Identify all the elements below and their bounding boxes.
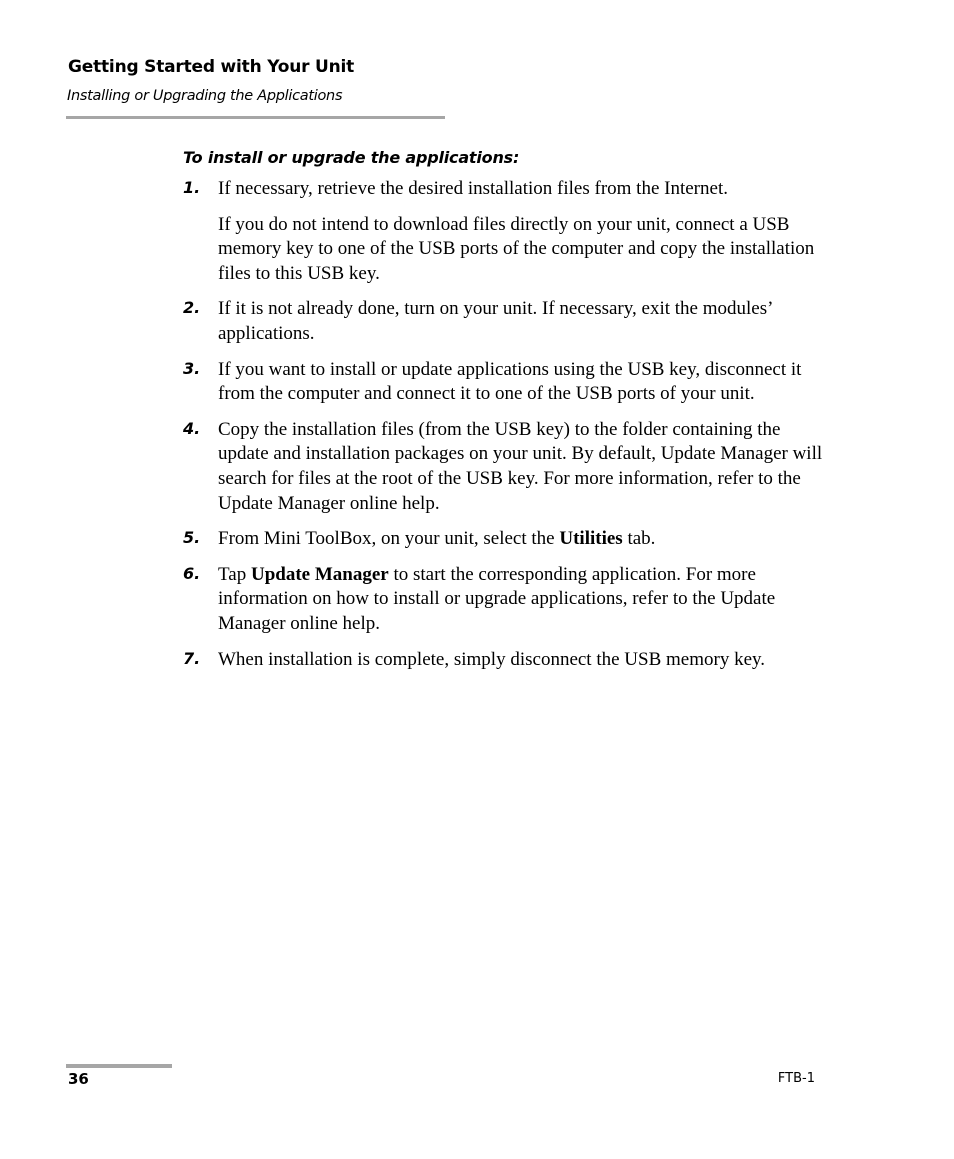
step-number: 7.	[183, 648, 201, 668]
procedure-steps	[183, 177, 823, 683]
chapter-title: Getting Started with Your Unit	[68, 57, 355, 77]
step-text	[218, 563, 823, 637]
step-1	[183, 177, 823, 286]
step-note: If you do not intend to download files directly on your unit, connect a USB memory key to one of the USB ports of the computer and copy the installation files to this USB key.	[218, 213, 815, 284]
step-6	[183, 563, 823, 637]
update-manager-name: Update Manager	[250, 563, 389, 585]
step-number: 3.	[183, 358, 201, 378]
header-divider	[66, 116, 445, 119]
footer-divider	[66, 1064, 172, 1068]
step-number: 4.	[183, 418, 201, 438]
step-7	[183, 648, 823, 673]
step-text: When installation is complete, simply disconnect the USB memory key.	[218, 648, 766, 670]
step-3	[183, 358, 823, 407]
step-number: 6.	[183, 563, 201, 583]
step-text-after: tab.	[622, 528, 656, 550]
product-name: FTB-1	[777, 1071, 815, 1086]
step-2	[183, 297, 823, 346]
step-number: 5.	[183, 528, 201, 548]
step-text: If you want to install or update applications using the USB key, disconnect it from the computer and connect it to one of the USB ports of your unit.	[218, 358, 802, 405]
step-text-after: to start the corresponding application. For more information on how to install or upgrade applications, refer to the Update Manager online help.	[218, 563, 776, 634]
step-text: If necessary, retrieve the desired installation files from the Internet.	[218, 178, 728, 199]
step-4	[183, 418, 823, 516]
step-text-before: Tap	[218, 563, 251, 585]
section-title: Installing or Upgrading the Applications	[67, 88, 343, 104]
page-number: 36	[68, 1070, 89, 1088]
step-5	[183, 527, 823, 552]
utilities-tab-name: Utilities	[559, 528, 623, 550]
step-text	[218, 527, 823, 552]
procedure-heading: To install or upgrade the applications:	[183, 148, 520, 167]
step-number: 2.	[183, 298, 201, 318]
step-number: 1.	[183, 178, 201, 197]
step-text-before: From Mini ToolBox, on your unit, select the	[218, 528, 560, 550]
step-text: If it is not already done, turn on your unit. If necessary, exit the modules’ applications.	[218, 298, 773, 344]
step-text: Copy the installation files (from the USB key) to the folder containing the update and installation packages on your unit. By default, Update Manager will search for files at the root of the USB key. For more information, refer to the Update Manager online help.	[218, 418, 823, 514]
